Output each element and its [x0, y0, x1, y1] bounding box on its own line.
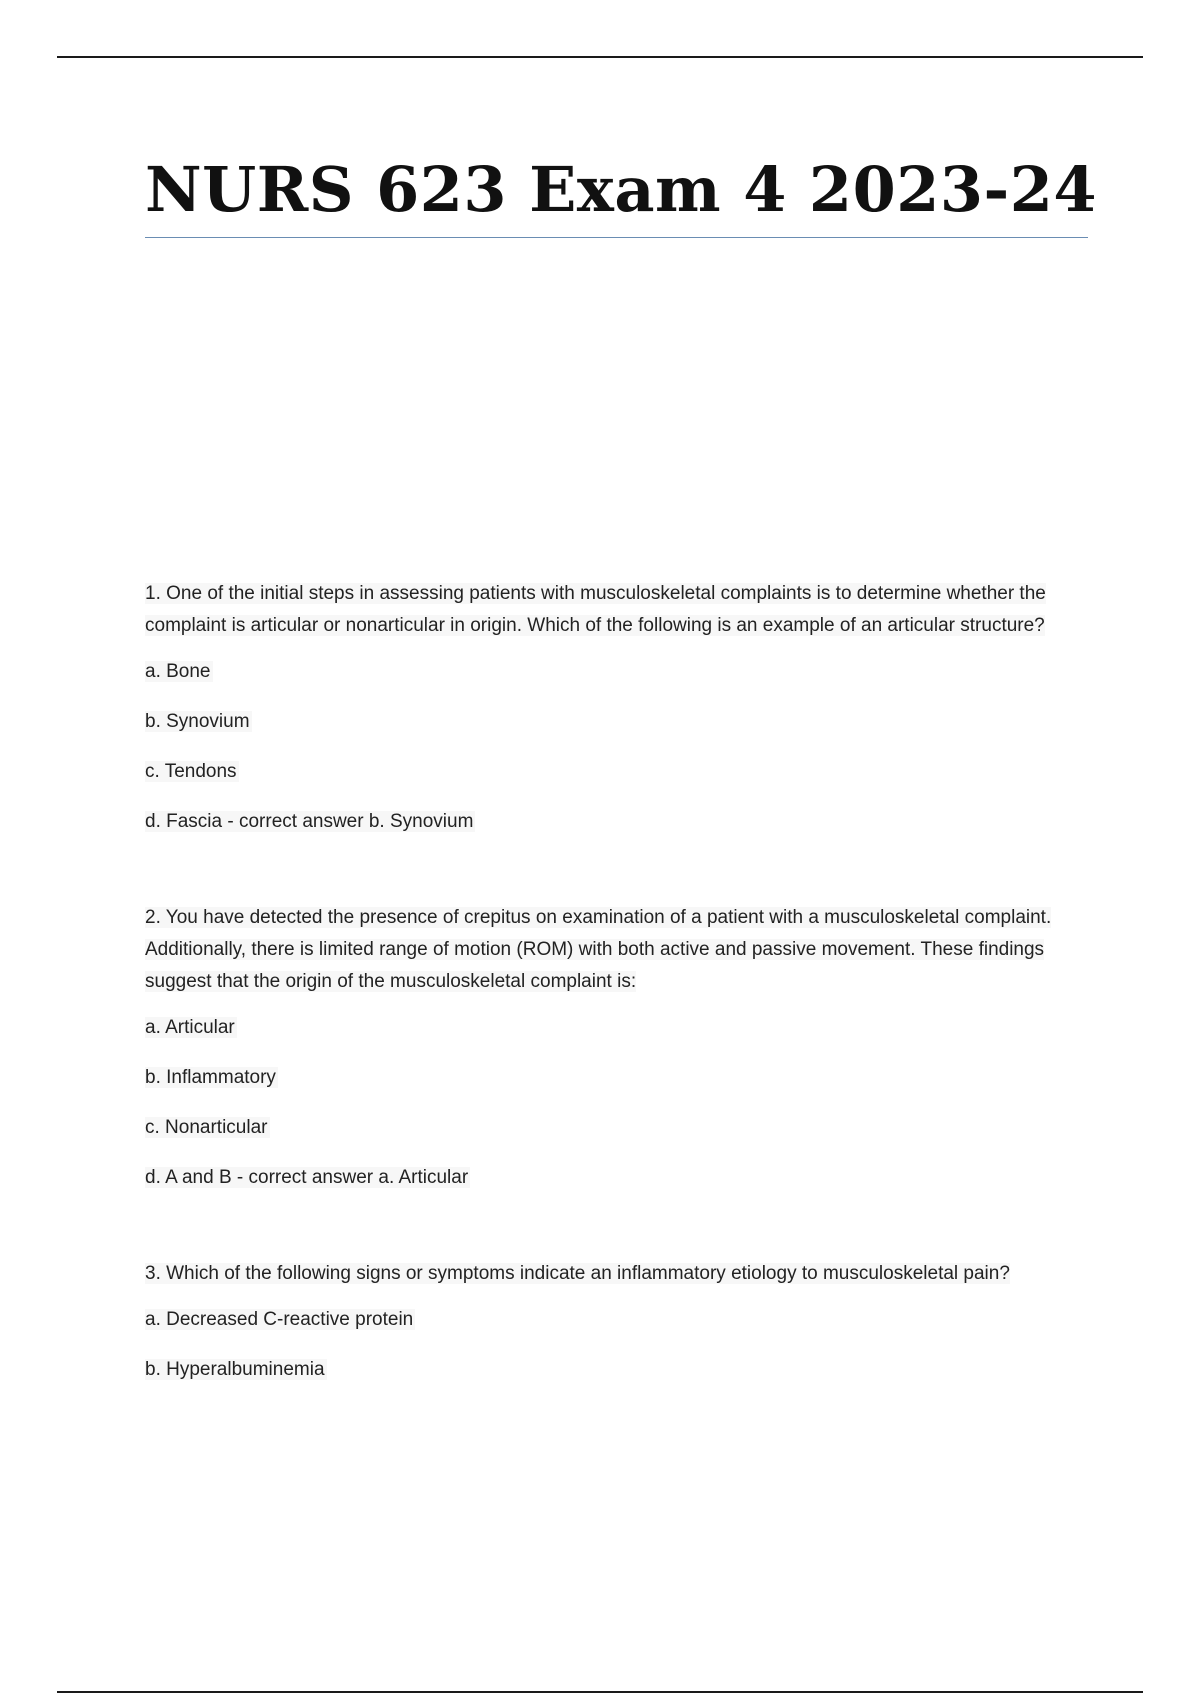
answer-option: b. Synovium [145, 711, 250, 732]
page-top-rule [57, 56, 1143, 58]
answer-option-with-correct-answer: d. Fascia - correct answer b. Synovium [145, 811, 474, 832]
question-block-3 [145, 1258, 1090, 1386]
answer-option: b. Inflammatory [145, 1067, 276, 1088]
answer-option: a. Bone [145, 661, 211, 682]
answer-option: a. Articular [145, 1017, 235, 1038]
question-text: 2. You have detected the presence of crepitus on examination of a patient with a musculoskeletal complaint. Additionally, there is limited range of motion (ROM) with both active and passive movement. These findings suggest that the origin of the musculoskeletal complaint is: [145, 907, 1052, 992]
answer-option: b. Hyperalbuminemia [145, 1359, 325, 1380]
page-bottom-rule [57, 1691, 1143, 1693]
answer-option: c. Nonarticular [145, 1117, 268, 1138]
document-title: NURS 623 Exam 4 2023-24 [145, 153, 1098, 226]
answer-option-with-correct-answer: d. A and B - correct answer a. Articular [145, 1167, 469, 1188]
question-block-1 [145, 578, 1090, 838]
question-block-2 [145, 902, 1090, 1194]
question-text: 1. One of the initial steps in assessing patients with musculoskeletal complaints is to determine whether the complaint is articular or nonarticular in origin. Which of the following is an example of an articular structure? [145, 583, 1046, 636]
answer-option: a. Decreased C-reactive protein [145, 1309, 414, 1330]
question-list [145, 578, 1090, 1404]
question-text: 3. Which of the following signs or symptoms indicate an inflammatory etiology to musculoskeletal pain? [145, 1263, 1010, 1284]
title-underline [145, 237, 1088, 238]
answer-option: c. Tendons [145, 761, 237, 782]
